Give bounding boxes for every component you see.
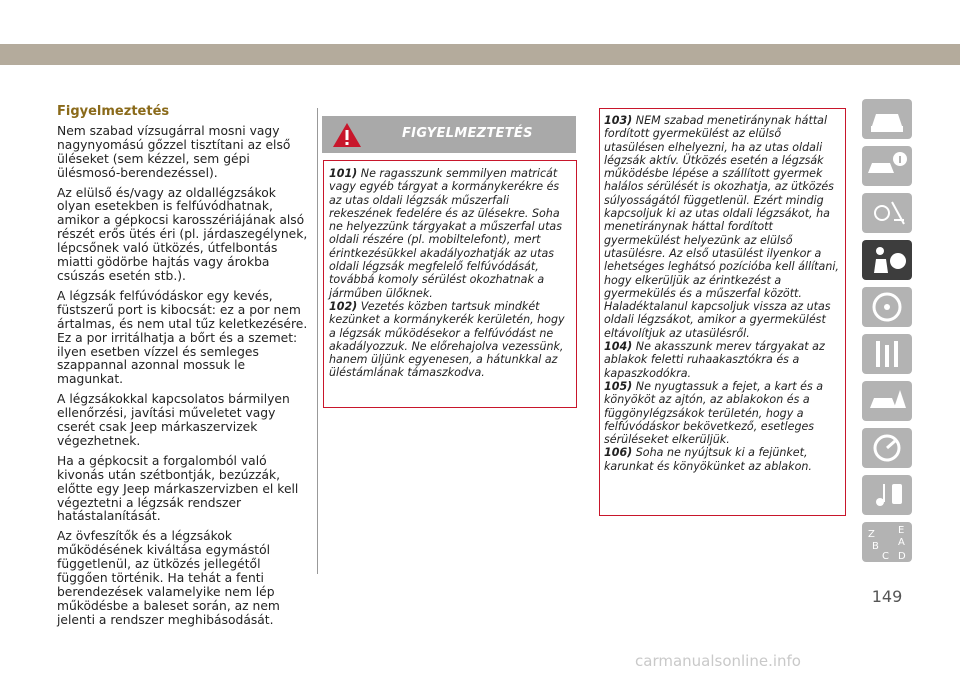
warning-header bbox=[322, 116, 576, 153]
paragraph: A légzsák felfúvódáskor egy kevés, füstszerű port is kibocsát: ez a por nem ártalmas, és nem utal tűz keletkezésére. Ez a por irritálhatja a bőrt és a szemet: ilyen esetben vízzel és semleges szappannal azonnal mossuk le magunkat. bbox=[57, 288, 308, 387]
warning-number: 102) bbox=[329, 299, 358, 313]
header-band bbox=[0, 44, 960, 65]
footer-watermark: carmanualsonline.info bbox=[635, 652, 801, 670]
paragraph: Az elülső és/vagy az oldallégzsákok olyan esetekben is felfúvódhatnak, amikor a gépkocsi karosszériájának alsó részét erős ütés éri (pl. járdaszegélynek, lépcsőnek való ütközés, útfelbontás miatti gödörbe hajtás vagy árokba csúszás esetén stb.). bbox=[57, 185, 308, 283]
paragraph: Ha a gépkocsit a forgalomból való kivonás után szétbontják, bezúzzák, előtte egy Jeep márkaszervizben el kell végeztetni a légzsák rendszer hatástalanítását. bbox=[57, 453, 299, 524]
warning-box-left bbox=[323, 160, 577, 408]
index-letter: E bbox=[898, 525, 905, 536]
warning-item bbox=[604, 446, 841, 473]
warning-item bbox=[329, 300, 571, 380]
warning-item bbox=[604, 380, 841, 446]
warning-item bbox=[329, 167, 571, 300]
warning-box-right bbox=[599, 108, 846, 516]
warning-item bbox=[604, 114, 841, 340]
settings-gauge-icon[interactable] bbox=[858, 425, 916, 471]
warning-number: 105) bbox=[604, 379, 633, 393]
warning-number: 103) bbox=[604, 114, 633, 127]
warning-title: FIGYELMEZTETÉS bbox=[402, 126, 533, 141]
warning-text: Vezetés közben tartsuk mindkét kezünket a kormánykerék kerületén, hogy a légzsák működésekor a felfúvódást ne akadályozzuk. Ne előrehajolva vezessünk, hanem üljünk egyenesen, a hátunkkal az üléstámlának támaszkodva. bbox=[329, 299, 565, 380]
main-text-column bbox=[57, 105, 311, 634]
car-dashboard-icon[interactable] bbox=[858, 96, 916, 142]
car-breakdown-icon[interactable] bbox=[858, 378, 916, 424]
section-title: Figyelmeztetés bbox=[57, 104, 170, 119]
index-letter: D bbox=[898, 551, 906, 562]
warning-text: NEM szabad menetiránynak háttal fordított gyermekülést az elülső utasülésen elhelyezni, ha az utas oldali légzsák aktív. Ütközés esetén a légzsák működésbe lépése a szállított gyermek halálos sérülését is okozhatja, az ütközés súlyosságától függetlenül. Ezért mindig kapcsoljuk ki az utas oldali légzsákot, ha menetiránynak háttal fordított gyermekülést helyezünk az elülső utasülésre. Az első utasülést ilyenkor a lehetséges leghátsó pozícióba kell állítani, hogy elkerüljük az érintkezést a gyermekülés és a műszerfal között. Haladéktalanul kapcsoljuk vissza az utas oldali légzsákot, amikor a gyermekülést eltávolítjuk az utasülésről. bbox=[604, 114, 839, 340]
index-letter: B bbox=[872, 541, 879, 552]
paragraph: Nem szabad vízsugárral mosni vagy nagynyomású gőzzel tisztítani az első üléseket (sem kézzel, sem gépi ülésmosó-berendezéssel). bbox=[57, 123, 291, 180]
car-info-icon[interactable] bbox=[858, 143, 916, 189]
warning-text: Ne akasszunk merev tárgyakat az ablakok feletti ruhaakasztókra és a kapaszkodókra. bbox=[604, 340, 825, 380]
index-letter: Z bbox=[868, 529, 875, 540]
page-number: 149 bbox=[871, 587, 903, 606]
warning-item bbox=[604, 340, 841, 380]
index-letter: A bbox=[898, 537, 905, 548]
paragraph: Az övfeszítők és a légzsákok működésének kiváltása egymástól függetlenül, az ütközés jellegétől függően történik. Ha tehát a fenti berendezések valamelyike nem lép működésbe a baleset során, az nem jelenti a rendszer meghibásodását. bbox=[57, 529, 280, 627]
index-letter: C bbox=[882, 551, 889, 562]
lights-icon[interactable] bbox=[858, 190, 916, 236]
column-divider bbox=[317, 108, 318, 574]
warning-text: Ne ragasszunk semmilyen matricát vagy egyéb tárgyat a kormánykerékre és az utas oldali légzsák műszerfali rekeszének fedelére és az ülésekre. Soha ne helyezzünk tárgyakat a műszerfal utas oldali részére (pl. mobiltelefont), mert érintkezésükkel akadályozhatják az utas oldali légzsák megfelelő felfúvódását, továbbá komoly sérülést okozhatnak a járműben ülőknek. bbox=[329, 167, 563, 300]
warning-number: 101) bbox=[329, 167, 358, 180]
steering-wheel-icon[interactable] bbox=[858, 284, 916, 330]
warning-number: 104) bbox=[604, 340, 633, 354]
paragraph: A légzsákokkal kapcsolatos bármilyen ellenőrzési, javítási műveletet vagy cserét csak Jeep márkaszervizek végezhetnek. bbox=[57, 392, 290, 448]
tools-icon[interactable] bbox=[858, 331, 916, 377]
music-phone-icon[interactable] bbox=[858, 472, 916, 518]
warning-triangle-icon bbox=[332, 122, 362, 152]
warning-text: Ne nyugtassuk a fejet, a kart és a könyököt az ajtón, az ablakokon és a függönylégzsákok területén, hogy a felfúvódáskor bekövetkező, esetleges sérüléseket elkerüljük. bbox=[604, 379, 824, 447]
airbag-seatbelt-icon[interactable] bbox=[858, 237, 916, 283]
warning-text: Soha ne nyújtsuk ki a fejünket, karunkat és könyökünket az ablakon. bbox=[604, 446, 812, 473]
index-letters-icon[interactable] bbox=[858, 519, 916, 565]
warning-number: 106) bbox=[604, 446, 633, 460]
